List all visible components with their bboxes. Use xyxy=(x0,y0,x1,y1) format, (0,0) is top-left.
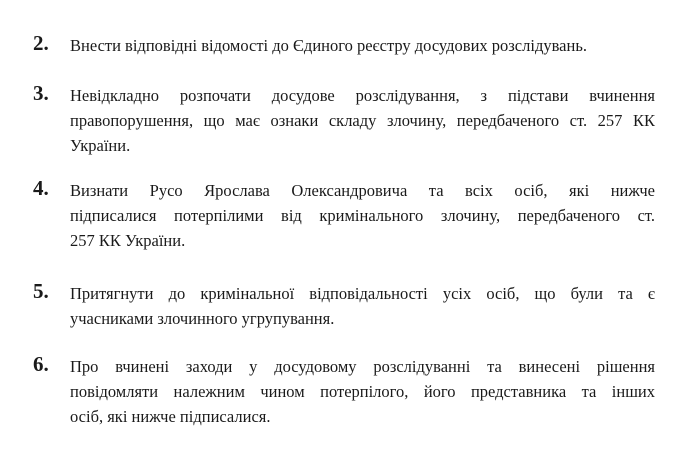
text-line: України. xyxy=(70,136,131,155)
item-number: 6. xyxy=(33,352,49,376)
text-line: Визнати Русо Ярослава Олександровича та всіх осіб, які нижче xyxy=(70,181,655,200)
text-line: підписалися потерпілими від кримінального злочину, передбаченого ст. xyxy=(70,206,655,225)
text-line: учасниками злочинного угрупування. xyxy=(70,309,335,328)
item-text xyxy=(70,281,655,331)
item-text xyxy=(70,83,655,158)
item-text xyxy=(70,354,655,429)
item-number: 2. xyxy=(33,31,49,55)
text-line: повідомляти належним чином потерпілого, його представника та інших xyxy=(70,382,655,401)
item-text xyxy=(70,33,655,58)
text-line: Про вчинені заходи у досудовому розслідуванні та винесені рішення xyxy=(70,357,655,376)
item-number: 4. xyxy=(33,176,49,200)
text-line: Внести відповідні відомості до Єдиного реєстру досудових розслідувань. xyxy=(70,36,587,55)
item-number: 5. xyxy=(33,279,49,303)
item-text xyxy=(70,178,655,253)
text-line: осіб, які нижче підписалися. xyxy=(70,407,271,426)
text-line: Притягнути до кримінальної відповідальності усіх осіб, що були та є xyxy=(70,284,655,303)
text-line: Невідкладно розпочати досудове розслідування, з підстави вчинення xyxy=(70,86,655,105)
text-line: правопорушення, що має ознаки складу злочину, передбаченого ст. 257 КК xyxy=(70,111,655,130)
item-number: 3. xyxy=(33,81,49,105)
text-line: 257 КК України. xyxy=(70,231,186,250)
